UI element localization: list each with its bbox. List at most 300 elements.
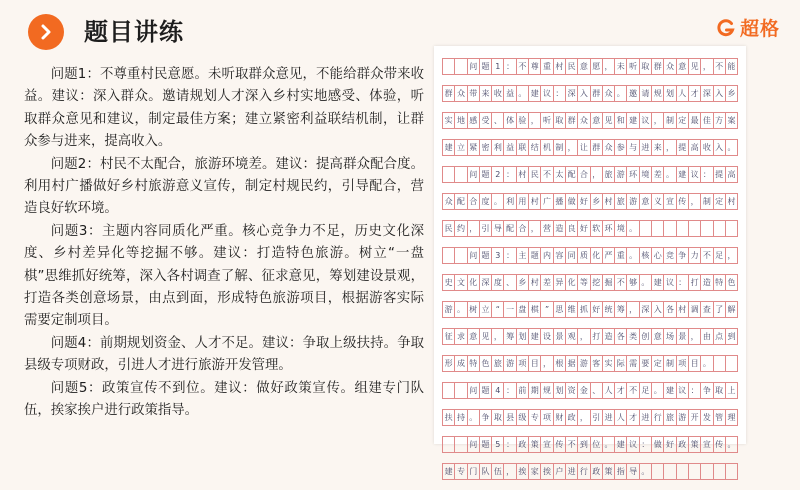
grid-cell: 类: [626, 329, 638, 344]
grid-cell: 议: [626, 437, 638, 452]
grid-cell: 环: [626, 167, 638, 182]
grid-cell: 内: [540, 248, 552, 263]
grid-cell: ，: [590, 167, 602, 182]
grid-cell: [725, 356, 738, 371]
grid-cell: ，: [467, 221, 479, 236]
grid-cell: 目: [688, 356, 700, 371]
grid-cell: 案: [725, 113, 738, 128]
grid-cell: 形: [442, 356, 454, 371]
answer-grid: [442, 58, 738, 490]
grid-cell: 管: [713, 410, 725, 425]
grid-cell: 提: [676, 140, 688, 155]
grid-cell: 建: [528, 329, 540, 344]
grid-cell: 不: [565, 437, 577, 452]
grid-cell: 群: [442, 86, 454, 101]
grid-cell: 境: [639, 167, 651, 182]
grid-cell: 和: [614, 113, 626, 128]
grid-cell: 高: [688, 140, 700, 155]
grid-cell: 做: [565, 194, 577, 209]
grid-cell: 问: [467, 167, 479, 182]
grid-cell: 专: [528, 410, 540, 425]
grid-cell: 题: [479, 248, 491, 263]
grid-row: [442, 112, 738, 129]
grid-cell: [442, 167, 454, 182]
grid-cell: 人: [676, 86, 688, 101]
grid-cell: 建: [442, 140, 454, 155]
grid-cell: 地: [454, 113, 466, 128]
grid-cell: 好: [590, 302, 602, 317]
grid-cell: 人: [602, 383, 614, 398]
grid-cell: ：: [688, 383, 700, 398]
grid-cell: 。: [639, 275, 651, 290]
grid-cell: 问: [467, 248, 479, 263]
answer-sheet: [434, 46, 746, 476]
grid-cell: 划: [663, 86, 675, 101]
grid-cell: 扶: [442, 410, 454, 425]
grid-cell: 定: [676, 113, 688, 128]
grid-cell: 造: [700, 275, 712, 290]
grid-row: [442, 85, 738, 102]
grid-cell: 建: [676, 167, 688, 182]
grid-cell: 做: [651, 437, 663, 452]
grid-cell: ，: [688, 329, 700, 344]
grid-cell: [700, 221, 712, 236]
grid-cell: [663, 464, 675, 479]
grid-cell: 各: [614, 329, 626, 344]
grid-cell: 结: [528, 140, 540, 155]
grid-cell: 盘: [516, 302, 528, 317]
grid-cell: 策: [688, 437, 700, 452]
grid-cell: 深: [700, 86, 712, 101]
grid-cell: 色: [725, 275, 738, 290]
grid-cell: 宣: [663, 194, 675, 209]
grid-cell: [651, 221, 663, 236]
grid-cell: ”: [540, 302, 552, 317]
grid-cell: 不: [540, 167, 552, 182]
grid-cell: [442, 383, 454, 398]
grid-cell: 了: [713, 302, 725, 317]
grid-cell: 。: [454, 302, 466, 317]
grid-cell: [688, 221, 700, 236]
grid-cell: 愿: [590, 59, 602, 74]
grid-cell: 筹: [614, 302, 626, 317]
grid-cell: 才: [688, 86, 700, 101]
grid-cell: 宣: [700, 437, 712, 452]
grid-cell: 期: [528, 383, 540, 398]
logo-icon: [716, 18, 736, 38]
grid-cell: 议: [688, 167, 700, 182]
grid-cell: 游: [442, 302, 454, 317]
grid-cell: 立: [454, 140, 466, 155]
grid-cell: 好: [663, 437, 675, 452]
grid-cell: [639, 221, 651, 236]
grid-cell: 争: [676, 248, 688, 263]
grid-row: [442, 58, 738, 75]
grid-cell: 3: [491, 248, 503, 263]
grid-cell: 造: [553, 221, 565, 236]
grid-cell: 众: [442, 194, 454, 209]
grid-cell: 财: [553, 410, 565, 425]
grid-cell: 题: [479, 167, 491, 182]
grid-cell: 意: [676, 59, 688, 74]
grid-cell: ，: [626, 302, 638, 317]
grid-cell: 进: [602, 410, 614, 425]
grid-cell: 题: [479, 437, 491, 452]
grid-cell: 问: [467, 383, 479, 398]
grid-cell: 配: [454, 194, 466, 209]
grid-cell: 设: [540, 329, 552, 344]
grid-cell: 解: [725, 302, 738, 317]
grid-cell: 机: [540, 140, 552, 155]
grid-cell: 建: [626, 113, 638, 128]
grid-cell: 传: [676, 194, 688, 209]
grid-cell: 。: [467, 410, 479, 425]
grid-cell: 差: [540, 275, 552, 290]
grid-cell: 。: [614, 86, 626, 101]
grid-cell: 用: [516, 194, 528, 209]
grid-cell: 。: [491, 194, 503, 209]
grid-cell: 思: [553, 302, 565, 317]
grid-cell: 队: [479, 464, 491, 479]
grid-cell: 众: [602, 86, 614, 101]
grid-cell: [713, 356, 725, 371]
grid-cell: [442, 248, 454, 263]
grid-row: [442, 193, 738, 210]
grid-cell: 。: [516, 86, 528, 101]
grid-cell: 前: [516, 383, 528, 398]
grid-cell: 史: [442, 275, 454, 290]
grid-cell: 议: [676, 383, 688, 398]
grid-cell: [688, 464, 700, 479]
grid-cell: 4: [491, 383, 503, 398]
grid-cell: 目: [528, 356, 540, 371]
grid-cell: ，: [602, 59, 614, 74]
grid-cell: 打: [688, 275, 700, 290]
grid-cell: 核: [639, 248, 651, 263]
grid-cell: 造: [602, 329, 614, 344]
grid-cell: 专: [454, 464, 466, 479]
grid-cell: 调: [688, 302, 700, 317]
grid-cell: 高: [725, 167, 738, 182]
grid-cell: 金: [577, 383, 589, 398]
grid-cell: 村: [553, 59, 565, 74]
grid-cell: 议: [639, 113, 651, 128]
grid-cell: 见: [479, 329, 491, 344]
grid-cell: 1: [491, 59, 503, 74]
grid-cell: 入: [577, 86, 589, 101]
grid-cell: 群: [590, 140, 602, 155]
grid-cell: 统: [602, 302, 614, 317]
grid-row: [442, 247, 738, 264]
grid-cell: 政: [676, 437, 688, 452]
grid-cell: 需: [626, 356, 638, 371]
grid-cell: 意: [590, 113, 602, 128]
grid-cell: [713, 464, 725, 479]
grid-cell: 足: [639, 383, 651, 398]
grid-cell: 制: [553, 140, 565, 155]
grid-cell: 立: [479, 302, 491, 317]
grid-cell: 广: [540, 194, 552, 209]
grid-row: [442, 166, 738, 183]
grid-cell: 实: [442, 113, 454, 128]
grid-cell: 题: [479, 59, 491, 74]
grid-cell: 严: [602, 248, 614, 263]
grid-cell: ：: [639, 437, 651, 452]
grid-cell: 挨: [516, 464, 528, 479]
grid-cell: ，: [688, 194, 700, 209]
grid-cell: 异: [553, 275, 565, 290]
grid-cell: 政: [590, 464, 602, 479]
grid-cell: 益: [503, 140, 515, 155]
grid-cell: 实: [602, 356, 614, 371]
grid-cell: 收: [700, 140, 712, 155]
grid-cell: 游: [676, 410, 688, 425]
grid-cell: ：: [503, 59, 515, 74]
grid-cell: 。: [626, 248, 638, 263]
grid-cell: 。: [602, 437, 614, 452]
grid-row: [442, 274, 738, 291]
grid-cell: 好: [577, 194, 589, 209]
grid-cell: 义: [651, 194, 663, 209]
grid-cell: 配: [503, 221, 515, 236]
grid-cell: ：: [700, 167, 712, 182]
grid-cell: ，: [540, 356, 552, 371]
grid-cell: ，: [725, 248, 738, 263]
grid-cell: 众: [577, 113, 589, 128]
grid-cell: 差: [651, 167, 663, 182]
grid-row: [442, 355, 738, 372]
logo-text: 超格: [739, 18, 780, 40]
grid-cell: 到: [577, 437, 589, 452]
grid-cell: 客: [590, 356, 602, 371]
grid-cell: 主: [516, 248, 528, 263]
grid-cell: 、: [590, 383, 602, 398]
arrow-badge: [28, 14, 64, 50]
grid-cell: 建: [663, 383, 675, 398]
answer-paragraph: 问题2：村民不太配合，旅游环境差。建议：提高群众配合度。利用村广播做好乡村旅游意义宣传，制定村规民约，引导配合，营造良好软环境。: [24, 156, 424, 217]
grid-cell: 取: [639, 59, 651, 74]
grid-cell: 乡: [725, 86, 738, 101]
grid-cell: 点: [713, 329, 725, 344]
grid-row: [442, 463, 738, 480]
grid-cell: 化: [565, 275, 577, 290]
grid-cell: 划: [516, 329, 528, 344]
grid-cell: 。: [725, 140, 738, 155]
grid-cell: 收: [491, 86, 503, 101]
grid-cell: 听: [626, 59, 638, 74]
grid-cell: 度: [491, 275, 503, 290]
grid-cell: ：: [503, 248, 515, 263]
grid-cell: 利: [491, 140, 503, 155]
grid-cell: 取: [713, 383, 725, 398]
grid-cell: 导: [626, 464, 638, 479]
grid-cell: 开: [688, 410, 700, 425]
grid-cell: 好: [577, 221, 589, 236]
grid-cell: 群: [565, 113, 577, 128]
grid-cell: 导: [491, 221, 503, 236]
grid-cell: 等: [577, 275, 589, 290]
grid-cell: [700, 464, 712, 479]
grid-cell: 体: [503, 113, 515, 128]
grid-cell: 请: [639, 86, 651, 101]
grid-cell: 村: [528, 275, 540, 290]
grid-cell: 策: [602, 464, 614, 479]
grid-cell: ，: [651, 113, 663, 128]
grid-cell: 。: [639, 464, 651, 479]
grid-cell: 邀: [626, 86, 638, 101]
grid-cell: 村: [516, 167, 528, 182]
grid-cell: 入: [651, 302, 663, 317]
grid-cell: 特: [713, 275, 725, 290]
grid-cell: 项: [540, 410, 552, 425]
grid-cell: ，: [503, 464, 515, 479]
grid-cell: 求: [454, 329, 466, 344]
grid-cell: 定: [651, 356, 663, 371]
grid-cell: 抓: [577, 302, 589, 317]
grid-cell: 人: [614, 410, 626, 425]
grid-cell: ：: [503, 437, 515, 452]
grid-cell: “: [491, 302, 503, 317]
grid-cell: 色: [479, 356, 491, 371]
grid-cell: ，: [491, 329, 503, 344]
grid-cell: 意: [467, 329, 479, 344]
grid-cell: 5: [491, 437, 503, 452]
grid-cell: [676, 464, 688, 479]
grid-cell: 利: [503, 194, 515, 209]
grid-cell: 感: [467, 113, 479, 128]
answer-text: [24, 64, 424, 423]
grid-cell: 方: [713, 113, 725, 128]
grid-cell: 境: [614, 221, 626, 236]
answer-paragraph: 问题3：主题内容同质化严重。核心竞争力不足，历史文化深度、乡村差异化等挖掘不够。建议：打造特色旅游。树立“一盘棋”思维抓好统筹，深入各村调查了解、征求意见，筹划建设景观，打造各类创意场景，由点到面，形成特色旅游项目，根据游客实际需要定制项目。: [24, 223, 424, 329]
grid-cell: 级: [516, 410, 528, 425]
grid-cell: 一: [503, 302, 515, 317]
grid-cell: 行: [651, 410, 663, 425]
grid-cell: 群: [590, 86, 602, 101]
grid-cell: 不: [626, 383, 638, 398]
grid-cell: 才: [626, 410, 638, 425]
grid-cell: 良: [565, 221, 577, 236]
grid-cell: 度: [479, 194, 491, 209]
grid-cell: 文: [454, 275, 466, 290]
grid-cell: 景: [676, 329, 688, 344]
grid-cell: 建: [651, 275, 663, 290]
grid-cell: [725, 221, 738, 236]
grid-cell: 、: [503, 275, 515, 290]
grid-cell: 合: [467, 194, 479, 209]
grid-cell: 不: [614, 275, 626, 290]
grid-cell: 引: [590, 410, 602, 425]
grid-cell: 制: [700, 194, 712, 209]
grid-cell: [454, 383, 466, 398]
grid-cell: 进: [565, 464, 577, 479]
grid-cell: 制: [663, 356, 675, 371]
grid-cell: 资: [565, 383, 577, 398]
grid-cell: 深: [639, 302, 651, 317]
grid-cell: 争: [479, 410, 491, 425]
grid-cell: ，: [577, 329, 589, 344]
grid-cell: 足: [713, 248, 725, 263]
grid-cell: 验: [516, 113, 528, 128]
grid-cell: 益: [503, 86, 515, 101]
grid-cell: 软: [590, 221, 602, 236]
grid-cell: 听: [540, 113, 552, 128]
grid-cell: [454, 167, 466, 182]
grid-cell: 村: [676, 302, 688, 317]
grid-cell: 尊: [528, 59, 540, 74]
grid-cell: ，: [663, 140, 675, 155]
answer-paragraph: 问题1：不尊重村民意愿。未听取群众意见，不能给群众带来收益。建议：深入群众。邀请规划人才深入乡村实地感受、体验，听取群众意见和建议，制定最佳方案；建立紧密利益联结机制，让群众参与进来，提高收入。: [24, 67, 424, 150]
grid-cell: 创: [639, 329, 651, 344]
grid-cell: 由: [700, 329, 712, 344]
grid-cell: 民: [565, 59, 577, 74]
grid-cell: [713, 221, 725, 236]
grid-cell: 见: [688, 59, 700, 74]
grid-row: [442, 409, 738, 426]
grid-cell: 最: [688, 113, 700, 128]
grid-cell: 景: [553, 329, 565, 344]
grid-cell: [442, 59, 454, 74]
grid-cell: 才: [614, 383, 626, 398]
grid-cell: 位: [590, 437, 602, 452]
grid-cell: 意: [651, 329, 663, 344]
grid-cell: 引: [479, 221, 491, 236]
grid-cell: ，: [700, 59, 712, 74]
grid-cell: 策: [528, 437, 540, 452]
grid-cell: 项: [516, 356, 528, 371]
grid-cell: 旅: [602, 167, 614, 182]
grid-cell: ，: [577, 410, 589, 425]
grid-cell: 见: [602, 113, 614, 128]
grid-cell: 指: [614, 464, 626, 479]
grid-row: [442, 139, 738, 156]
grid-cell: 到: [725, 329, 738, 344]
grid-cell: 打: [590, 329, 602, 344]
grid-row: [442, 220, 738, 237]
grid-cell: 旅: [614, 194, 626, 209]
grid-row: [442, 436, 738, 453]
answer-paragraph: 问题5：政策宣传不到位。建议：做好政策宣传。组建专门队伍，挨家挨户进行政策指导。: [24, 380, 424, 419]
grid-cell: 播: [553, 194, 565, 209]
grid-cell: [454, 248, 466, 263]
grid-cell: ，: [565, 140, 577, 155]
grid-cell: 项: [676, 356, 688, 371]
grid-cell: 际: [614, 356, 626, 371]
grid-cell: 未: [614, 59, 626, 74]
grid-cell: 合: [577, 167, 589, 182]
grid-cell: 征: [442, 329, 454, 344]
grid-cell: 联: [516, 140, 528, 155]
grid-cell: 太: [553, 167, 565, 182]
grid-cell: 题: [528, 248, 540, 263]
grid-cell: 入: [713, 140, 725, 155]
grid-cell: ：: [553, 86, 565, 101]
grid-cell: 来: [651, 140, 663, 155]
grid-cell: 传: [553, 437, 565, 452]
grid-cell: 棋: [528, 302, 540, 317]
grid-cell: 营: [540, 221, 552, 236]
grid-cell: 民: [528, 167, 540, 182]
grid-cell: 佳: [700, 113, 712, 128]
grid-cell: 能: [725, 59, 738, 74]
grid-cell: 环: [602, 221, 614, 236]
grid-cell: 紧: [467, 140, 479, 155]
grid-cell: 游: [503, 356, 515, 371]
grid-cell: 。: [725, 437, 738, 452]
grid-cell: 题: [479, 383, 491, 398]
grid-cell: ：: [503, 383, 515, 398]
grid-cell: 入: [713, 86, 725, 101]
